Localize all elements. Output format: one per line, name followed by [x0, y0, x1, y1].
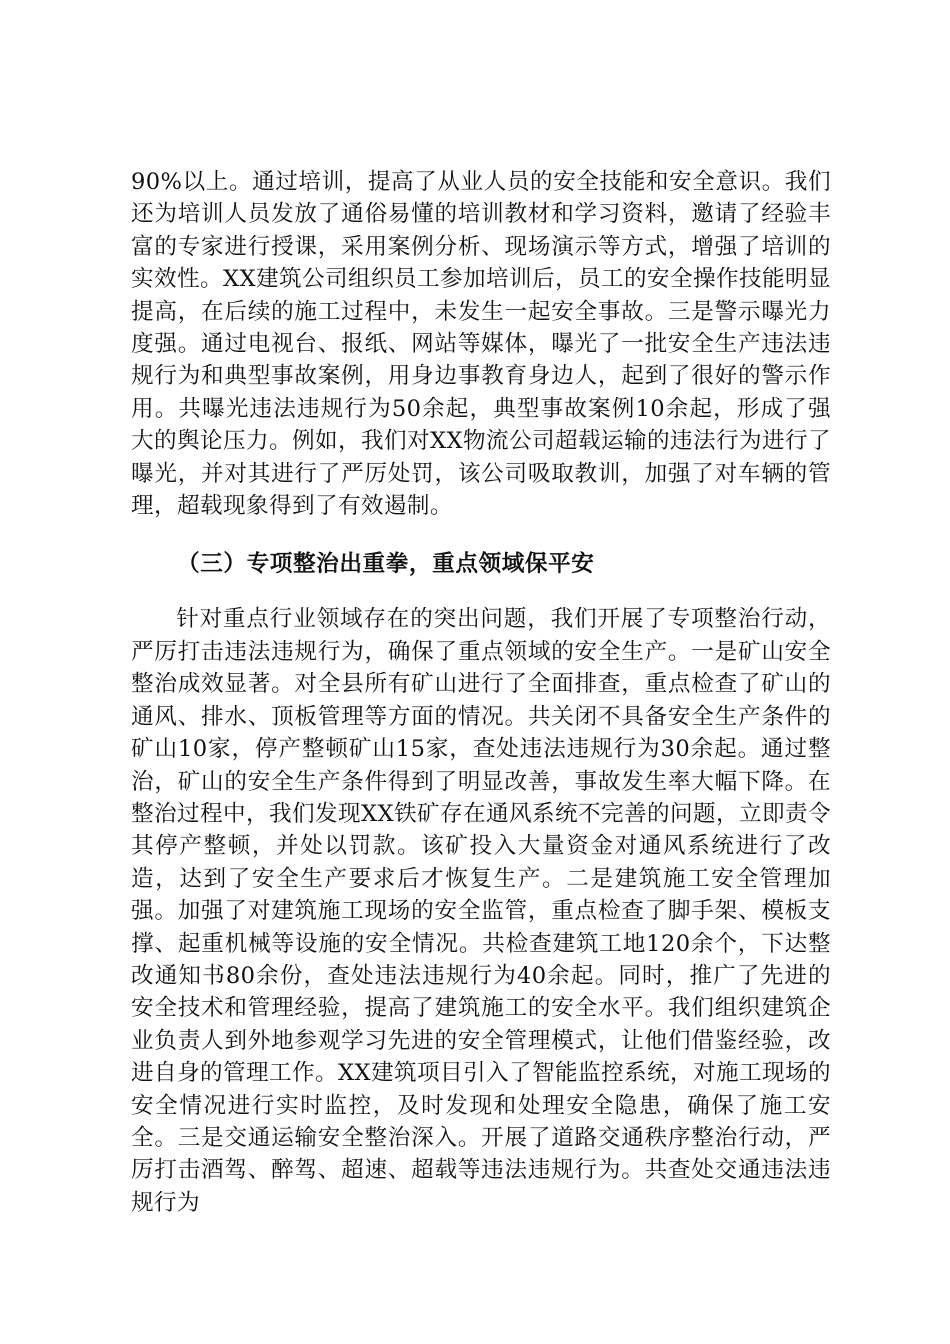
document-body [131, 166, 831, 1219]
body-paragraph-continued: 90%以上。通过培训，提高了从业人员的安全技能和安全意识。我们还为培训人员发放了通俗易懂的培训教材和学习资料，邀请了经验丰富的专家进行授课，采用案例分析、现场演示等方式，增强了培训的实效性。XX建筑公司组织员工参加培训后，员工的安全操作技能明显提高，在后续的施工过程中，未发生一起安全事故。三是警示曝光力度强。通过电视台、报纸、网站等媒体，曝光了一批安全生产违法违规行为和典型事故案例，用身边事教育身边人，起到了很好的警示作用。共曝光违法违规行为50余起，典型事故案例10余起，形成了强大的舆论压力。例如，我们对XX物流公司超载运输的违法行为进行了曝光，并对其进行了严厉处罚，该公司吸取教训，加强了对车辆的管理，超载现象得到了有效遏制。 [131, 169, 831, 520]
section-heading: （三）专项整治出重拳，重点领域保平安 [177, 551, 595, 578]
body-paragraph: 针对重点行业领域存在的突出问题，我们开展了专项整治行动，严厉打击违法违规行为，确保了重点领域的安全生产。一是矿山安全整治成效显著。对全县所有矿山进行了全面排查，重点检查了矿山的通风、排水、顶板管理等方面的情况。共关闭不具备安全生产条件的矿山10家，停产整顿矿山15家，查处违法违规行为30余起。通过整治，矿山的安全生产条件得到了明显改善，事故发生率大幅下降。在整治过程中，我们发现XX铁矿存在通风系统不完善的问题，立即责令其停产整顿，并处以罚款。该矿投入大量资金对通风系统进行了改造，达到了安全生产要求后才恢复生产。二是建筑施工安全管理加强。加强了对建筑施工现场的安全监管，重点检查了脚手架、模板支撑、起重机械等设施的安全情况。共检查建筑工地120余个，下达整改通知书80余份，查处违法违规行为40余起。同时，推广了先进的安全技术和管理经验，提高了建筑施工的安全水平。我们组织建筑企业负责人到外地参观学习先进的安全管理模式，让他们借鉴经验，改进自身的管理工作。XX建筑项目引入了智能监控系统，对施工现场的安全情况进行实时监控，及时发现和处理安全隐患，确保了施工安全。三是交通运输安全整治深入。开展了道路交通秩序整治行动，严厉打击酒驾、醉驾、超速、超载等违法违规行为。共查处交通违法违规行为 [131, 606, 831, 1216]
